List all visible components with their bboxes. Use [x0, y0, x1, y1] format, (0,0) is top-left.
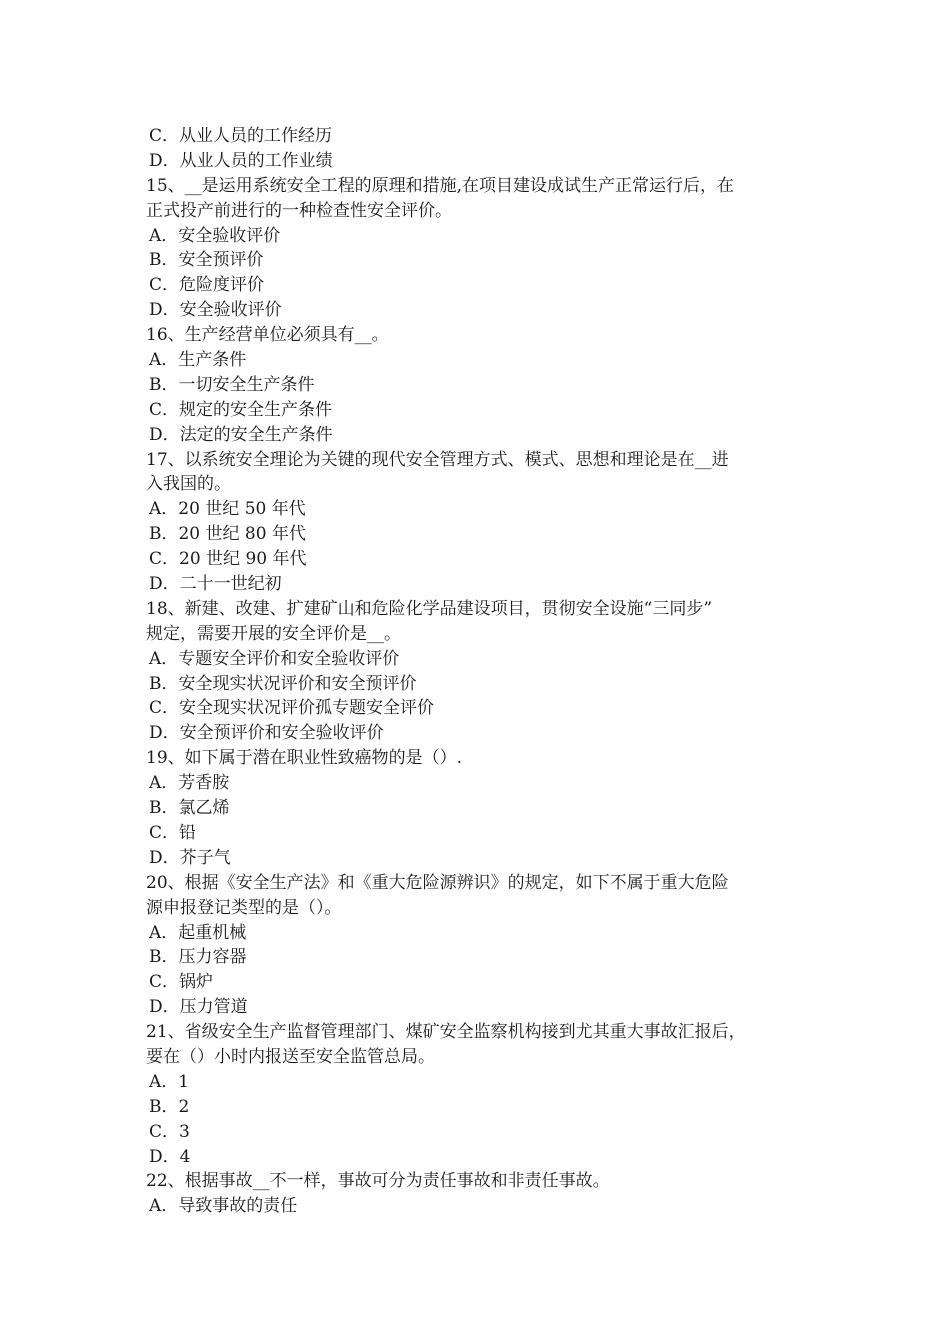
question-text-line: 规定，需要开展的安全评价是__。 — [146, 623, 401, 644]
answer-option-line: D．安全预评价和安全验收评价 — [149, 723, 384, 744]
answer-option-line: B．2 — [149, 1096, 190, 1117]
answer-option-line: C．危险度评价 — [149, 275, 265, 296]
answer-option-line: D．安全验收评价 — [149, 300, 282, 321]
answer-option-line: C．20 世纪 90 年代 — [149, 549, 307, 570]
question-text-line: 22、根据事故__不一样，事故可分为责任事故和非责任事故。 — [146, 1171, 610, 1192]
answer-option-line: C．规定的安全生产条件 — [149, 399, 333, 420]
answer-option-line: A．1 — [149, 1071, 190, 1092]
question-text-line: 20、根据《安全生产法》和《重大危险源辨识》的规定，如下不属于重大危险 — [146, 872, 729, 893]
answer-option-line: D．从业人员的工作业绩 — [149, 150, 333, 171]
answer-option-line: B．安全现实状况评价和安全预评价 — [149, 673, 417, 694]
answer-option-line: A．起重机械 — [149, 922, 247, 943]
answer-option-line: C．从业人员的工作经历 — [149, 126, 333, 146]
answer-option-line: D．4 — [149, 1146, 191, 1167]
answer-option-line: C．安全现实状况评价孤专题安全评价 — [149, 698, 435, 719]
question-text-line: 15、__是运用系统安全工程的原理和措施,在项目建设成试生产正常运行后，在 — [146, 175, 735, 196]
answer-option-line: D．法定的安全生产条件 — [149, 424, 333, 445]
answer-option-line: A．安全验收评价 — [149, 225, 281, 246]
question-text-line: 18、新建、改建、扩建矿山和危险化学品建设项目，贯彻安全设施“三同步” — [146, 598, 713, 619]
answer-option-line: D．二十一世纪初 — [149, 574, 282, 595]
answer-option-line: A．专题安全评价和安全验收评价 — [149, 648, 400, 669]
question-text-line: 16、生产经营单位必须具有__。 — [146, 325, 389, 346]
answer-option-line: A．导致事故的责任 — [149, 1196, 298, 1217]
answer-option-line: B．20 世纪 80 年代 — [149, 524, 306, 545]
question-text-line: 21、省级安全生产监督管理部门、煤矿安全监察机构接到尤其重大事故汇报后， — [146, 1022, 746, 1043]
question-text-line: 正式投产前进行的一种检查性安全评价。 — [146, 200, 452, 221]
answer-option-line: B．压力容器 — [149, 947, 247, 968]
answer-option-line: A．生产条件 — [149, 350, 247, 371]
answer-option-line: C．锅炉 — [149, 972, 214, 993]
question-text-line: 源申报登记类型的是（）。 — [146, 897, 342, 918]
document-page — [146, 124, 846, 1219]
answer-option-line: B．安全预评价 — [149, 250, 264, 271]
answer-option-line: B．一切安全生产条件 — [149, 374, 315, 395]
answer-option-line: D．压力管道 — [149, 997, 248, 1018]
question-text-line: 19、如下属于潜在职业性致癌物的是（）. — [146, 748, 463, 769]
answer-option-line: C．铅 — [149, 822, 197, 843]
answer-option-line: C．3 — [149, 1121, 190, 1142]
question-text-line: 17、以系统安全理论为关键的现代安全管理方式、模式、思想和理论是在__进 — [146, 449, 729, 470]
answer-option-line: B．氯乙烯 — [149, 798, 230, 819]
question-text-line: 要在（）小时内报送至安全监管总局。 — [146, 1046, 435, 1067]
answer-option-line: D．芥子气 — [149, 847, 231, 868]
question-text-line: 入我国的。 — [146, 474, 231, 495]
answer-option-line: A．芳香胺 — [149, 773, 230, 794]
answer-option-line: A．20 世纪 50 年代 — [149, 499, 306, 520]
